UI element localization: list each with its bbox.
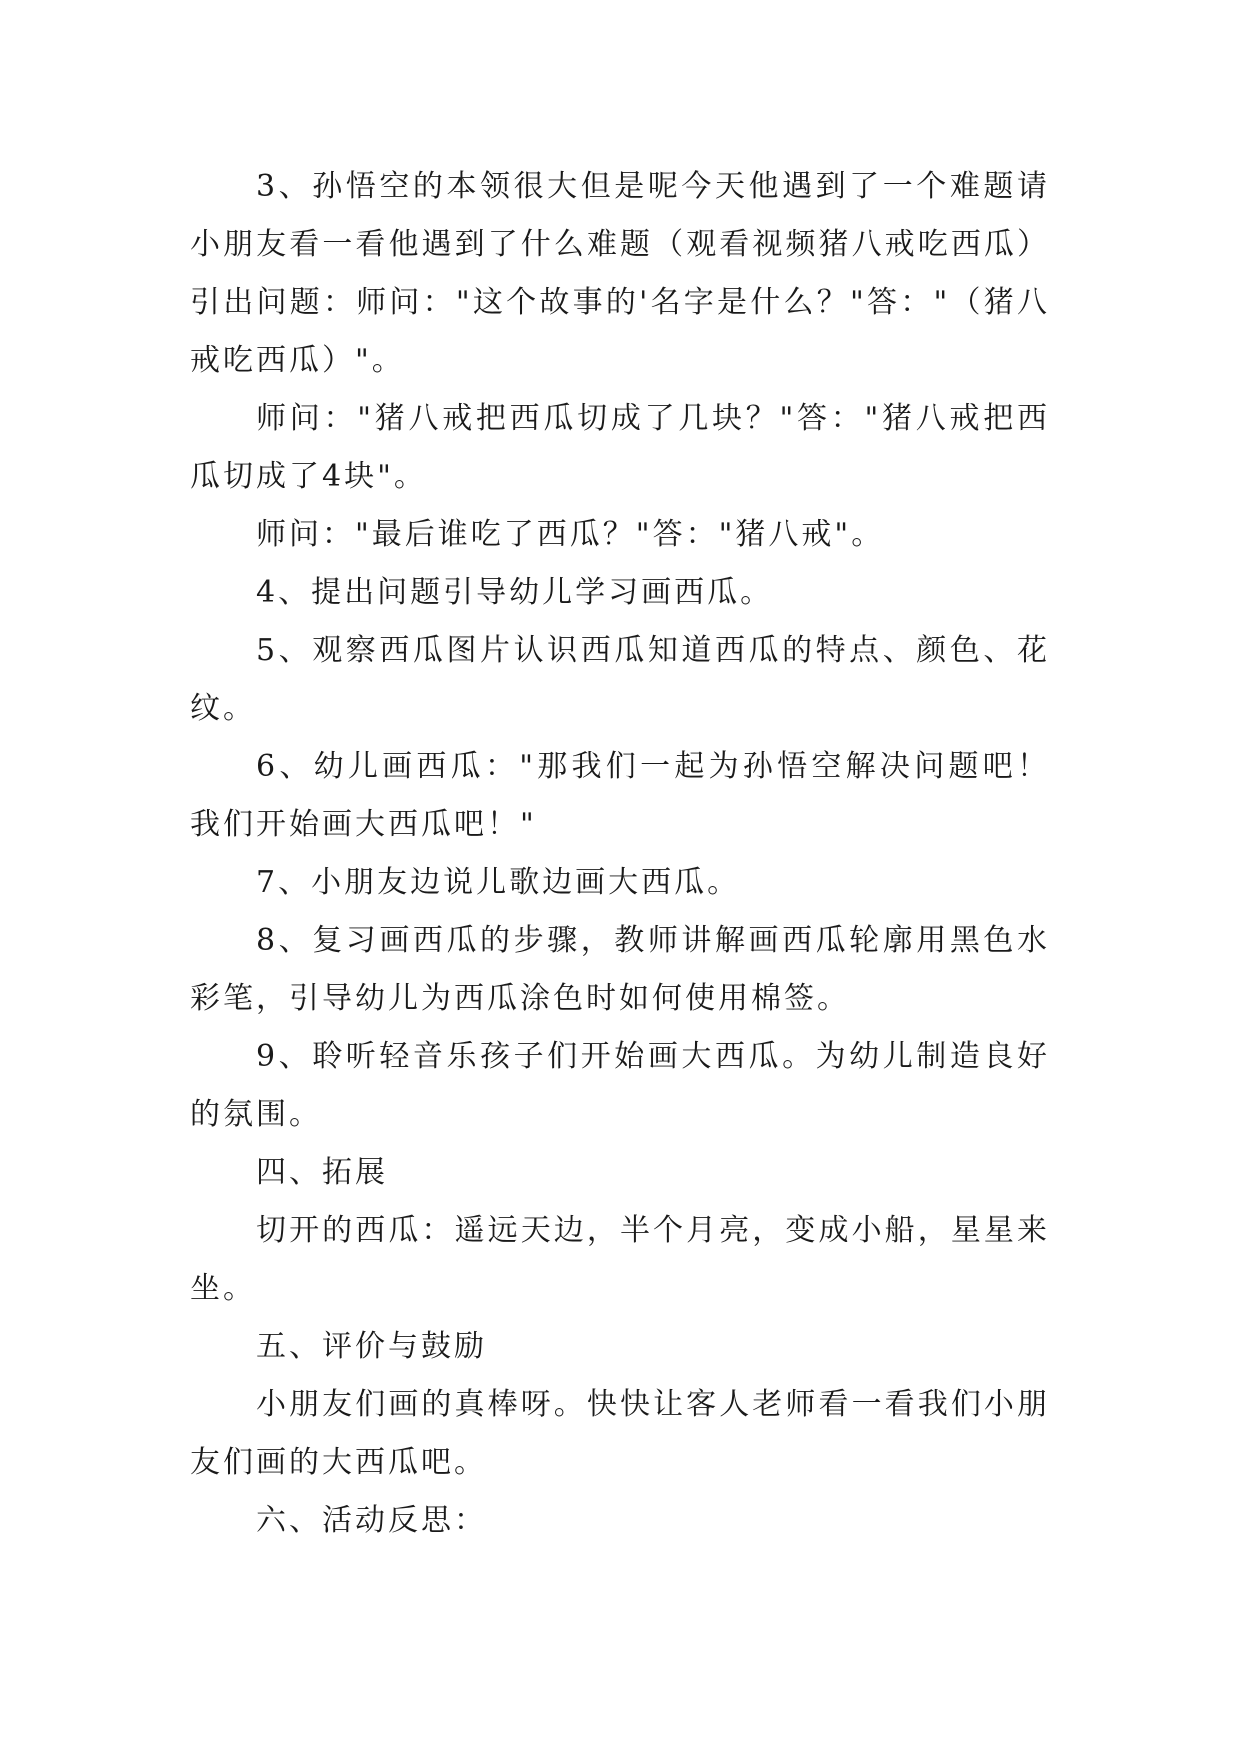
paragraph-step-5: 5、观察西瓜图片认识西瓜知道西瓜的特点、颜色、花纹。 <box>190 633 1050 726</box>
paragraph-step-7: 7、小朋友边说儿歌边画大西瓜。 <box>256 865 741 900</box>
paragraph-step-9: 9、聆听轻音乐孩子们开始画大西瓜。为幼儿制造良好的氛围。 <box>190 1039 1050 1132</box>
paragraph-extension-rhyme: 切开的西瓜：遥远天边，半个月亮，变成小船，星星来坐。 <box>190 1213 1050 1306</box>
paragraph-question-pieces: 师问："猪八戒把西瓜切成了几块？"答："猪八戒把西瓜切成了4块"。 <box>190 401 1050 494</box>
document-body <box>190 158 1050 1550</box>
paragraph-step-8: 8、复习画西瓜的步骤，教师讲解画西瓜轮廓用黑色水彩笔，引导幼儿为西瓜涂色时如何使用棉签。 <box>190 923 1050 1016</box>
section-heading-extension: 四、拓展 <box>256 1155 388 1190</box>
section-heading-evaluation: 五、评价与鼓励 <box>256 1329 487 1364</box>
paragraph-step-4: 4、提出问题引导幼儿学习画西瓜。 <box>256 575 774 610</box>
paragraph-step-3: 3、孙悟空的本领很大但是呢今天他遇到了一个难题请小朋友看一看他遇到了什么难题（观看视频猪八戒吃西瓜）引出问题：师问："这个故事的'名字是什么？"答："（猪八戒吃西瓜）"。 <box>190 169 1050 378</box>
paragraph-step-6: 6、幼儿画西瓜："那我们一起为孙悟空解决问题吧！我们开始画大西瓜吧！" <box>190 749 1050 842</box>
paragraph-question-who-ate: 师问："最后谁吃了西瓜？"答："猪八戒"。 <box>256 517 885 552</box>
paragraph-evaluation: 小朋友们画的真棒呀。快快让客人老师看一看我们小朋友们画的大西瓜吧。 <box>190 1387 1050 1480</box>
section-heading-reflection: 六、活动反思： <box>256 1503 487 1538</box>
